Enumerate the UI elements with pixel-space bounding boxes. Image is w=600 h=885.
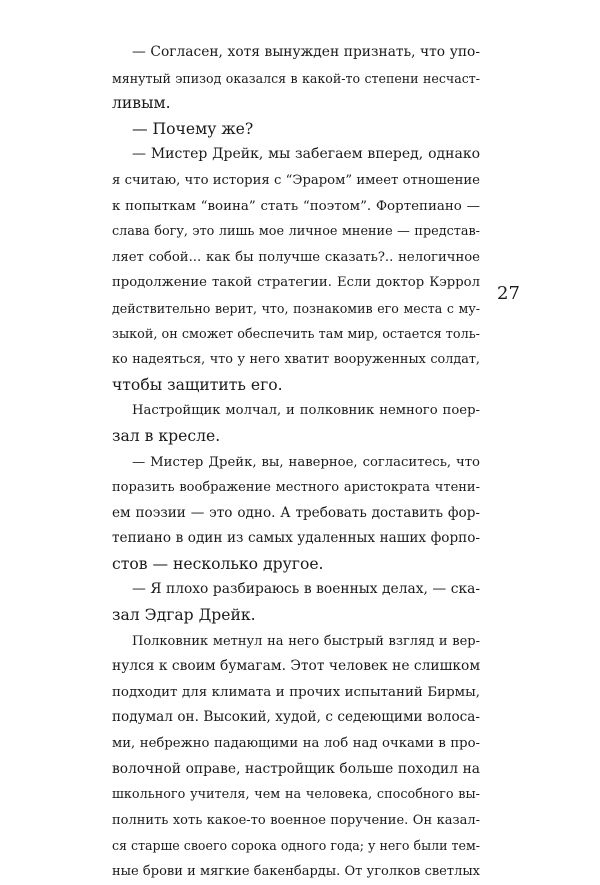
text-line: ливым. [112, 94, 171, 113]
text-line: чтобы защитить его. [112, 375, 283, 394]
text-line: Настройщик молчал, и полковник немного поер- [132, 403, 480, 419]
text-line: — Согласен, хотя вынужден признать, что упо- [132, 44, 480, 60]
body-text [112, 40, 480, 885]
page-number: 27 [497, 283, 520, 304]
text-line: продолжение такой стратегии. Если доктор Кэррол [112, 275, 480, 291]
text-line: подходит для климата и прочих испытаний Бирмы, [112, 684, 480, 700]
text-line: ем поэзии — это одно. А требовать доставить фор- [112, 504, 480, 521]
text-line: зал в кресле. [112, 426, 221, 445]
text-line: ляет собой... как бы получше сказать?.. нелогичное [112, 249, 480, 265]
text-line: тепиано в один из самых удаленных наших форпо- [112, 530, 480, 547]
text-line: — Мистер Дрейк, мы забегаем вперед, однако [132, 146, 480, 163]
text-line: зыкой, он сможет обеспечить там мир, остается толь- [112, 326, 480, 342]
text-line: ми, небрежно падающими на лоб над очками в про- [112, 736, 480, 752]
text-line: — Почему же? [132, 119, 254, 138]
text-line: действительно верит, что, познакомив его места с му- [112, 300, 480, 316]
text-line: подумал он. Высокий, худой, с седеющими волоса- [112, 709, 480, 726]
text-line: — Мистер Дрейк, вы, наверное, согласитесь, что [132, 454, 480, 470]
text-line: Полковник метнул на него быстрый взгляд и вер- [132, 633, 480, 649]
text-line: к попыткам “воина” стать “поэтом”. Фортепиано — [112, 198, 480, 214]
text-line: полнить хоть какое-то военное поручение. Он казал- [112, 812, 480, 828]
text-line: ко надеяться, что у него хватит вооруженных солдат, [112, 352, 480, 368]
text-line: поразить воображение местного аристократа чтени- [112, 480, 480, 496]
text-line: ся старше своего сорока одного года; у него были тем- [112, 838, 480, 854]
text-line: мянутый эпизод оказался в какой-то степени несчаст- [112, 70, 480, 86]
text-line: слава богу, это лишь мое личное мнение — представ- [112, 224, 480, 240]
text-line: школьного учителя, чем на человека, способного вы- [112, 787, 480, 803]
text-line: я считаю, что история с “Эраром” имеет отношение [112, 172, 480, 188]
text-line: волочной оправе, настройщик больше походил на [112, 760, 480, 777]
text-line: стов — несколько другое. [112, 554, 324, 573]
text-line: ные брови и мягкие бакенбарды. От уголков светлых [112, 864, 480, 879]
text-line: нулся к своим бумагам. Этот человек не слишком [112, 658, 481, 675]
text-line: зал Эдгар Дрейк. [112, 606, 256, 625]
text-line: — Я плохо разбираюсь в военных делах, — ска- [132, 581, 480, 598]
